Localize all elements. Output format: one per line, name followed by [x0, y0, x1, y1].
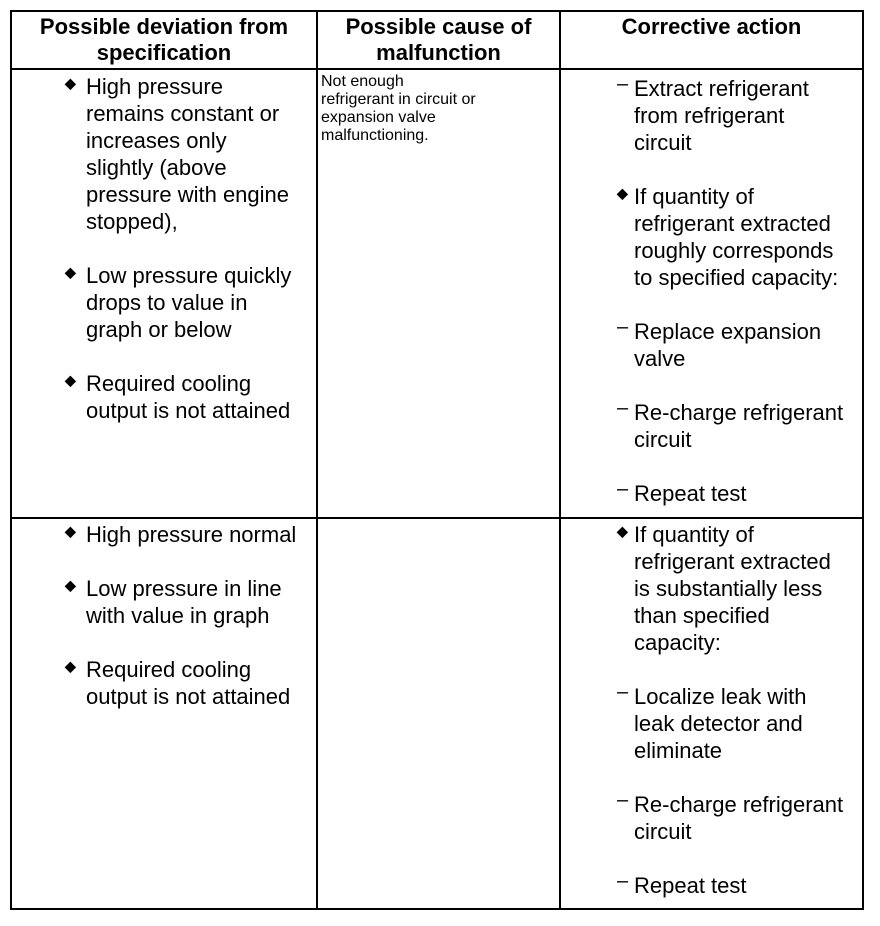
header-deviation: [12, 12, 316, 70]
item-line: Localize leak with: [634, 684, 807, 709]
diamond-bullet-icon: ◆: [65, 264, 76, 280]
item-line: capacity:: [634, 630, 721, 655]
action-item: [12, 683, 862, 764]
item-line: Re-charge refrigerant: [634, 792, 844, 817]
action-item: [12, 75, 862, 156]
diamond-bullet-icon: ◆: [65, 523, 76, 539]
item-line: roughly corresponds: [634, 238, 834, 263]
header-cause-line2: malfunction: [376, 40, 501, 65]
dash-icon: –: [617, 478, 629, 500]
diamond-bullet-icon: ◆: [617, 185, 628, 201]
item-line: Required cooling: [86, 371, 252, 396]
action-item: [12, 872, 862, 899]
header-cause-line1: Possible cause of: [345, 14, 532, 39]
cause-line: malfunctioning.: [321, 127, 429, 144]
cause-line: expansion valve: [321, 109, 436, 126]
item-line: Repeat test: [634, 481, 747, 506]
item-line: Required cooling: [86, 657, 252, 682]
item-line: Repeat test: [634, 873, 747, 898]
dash-icon: –: [617, 73, 629, 95]
item-line: High pressure normal: [86, 522, 297, 547]
header-action: [561, 12, 862, 70]
item-line: from refrigerant: [634, 103, 785, 128]
row2-action-list: [12, 521, 862, 899]
item-line: than specified: [634, 603, 770, 628]
header-deviation-line1: Possible deviation from: [39, 14, 289, 39]
item-line: If quantity of: [634, 522, 754, 547]
item-line: output is not attained: [86, 684, 291, 709]
item-line: refrigerant extracted: [634, 549, 831, 574]
action-item: [12, 791, 862, 845]
action-item: [12, 521, 862, 656]
cause-line: refrigerant in circuit or: [321, 91, 476, 108]
action-item: [12, 183, 862, 291]
header-action-text: Corrective action: [621, 14, 802, 39]
item-line: output is not attained: [86, 398, 291, 423]
header-deviation-line2: specification: [96, 40, 232, 65]
action-item: [12, 399, 862, 453]
item-line: remains constant or: [86, 101, 280, 126]
dash-icon: –: [617, 681, 629, 703]
item-line: pressure with engine: [86, 182, 290, 207]
item-line: Low pressure quickly: [86, 263, 292, 288]
item-line: leak detector and: [634, 711, 803, 736]
dash-icon: –: [617, 870, 629, 892]
item-line: drops to value in: [86, 290, 248, 315]
item-line: Re-charge refrigerant: [634, 400, 844, 425]
diamond-bullet-icon: ◆: [65, 372, 76, 388]
item-line: slightly (above: [86, 155, 227, 180]
action-item: [12, 480, 862, 507]
item-line: is substantially less: [634, 576, 823, 601]
cause-line: Not enough: [321, 73, 404, 90]
dash-icon: –: [617, 397, 629, 419]
header-cause: [318, 12, 559, 70]
diamond-bullet-icon: ◆: [617, 523, 628, 539]
item-line: Replace expansion: [634, 319, 822, 344]
item-line: Extract refrigerant: [634, 76, 809, 101]
item-line: circuit: [634, 819, 692, 844]
item-line: with value in graph: [86, 603, 270, 628]
item-line: circuit: [634, 427, 692, 452]
item-line: refrigerant extracted: [634, 211, 831, 236]
diamond-bullet-icon: ◆: [65, 577, 76, 593]
item-line: increases only: [86, 128, 227, 153]
row1-action-list: [12, 75, 862, 507]
dash-icon: –: [617, 316, 629, 338]
item-line: eliminate: [634, 738, 723, 763]
row2-action-cell: [12, 521, 862, 926]
item-line: to specified capacity:: [634, 265, 839, 290]
diamond-bullet-icon: ◆: [65, 75, 76, 91]
item-line: stopped),: [86, 209, 178, 234]
item-line: circuit: [634, 130, 692, 155]
row1-action-cell: [12, 75, 862, 534]
item-line: graph or below: [86, 317, 232, 342]
action-item: [12, 318, 862, 372]
item-line: High pressure: [86, 74, 223, 99]
dash-icon: –: [617, 789, 629, 811]
diamond-bullet-icon: ◆: [65, 658, 76, 674]
diagnosis-table: [10, 10, 864, 910]
item-line: Low pressure in line: [86, 576, 282, 601]
item-line: If quantity of: [634, 184, 754, 209]
item-line: valve: [634, 346, 686, 371]
